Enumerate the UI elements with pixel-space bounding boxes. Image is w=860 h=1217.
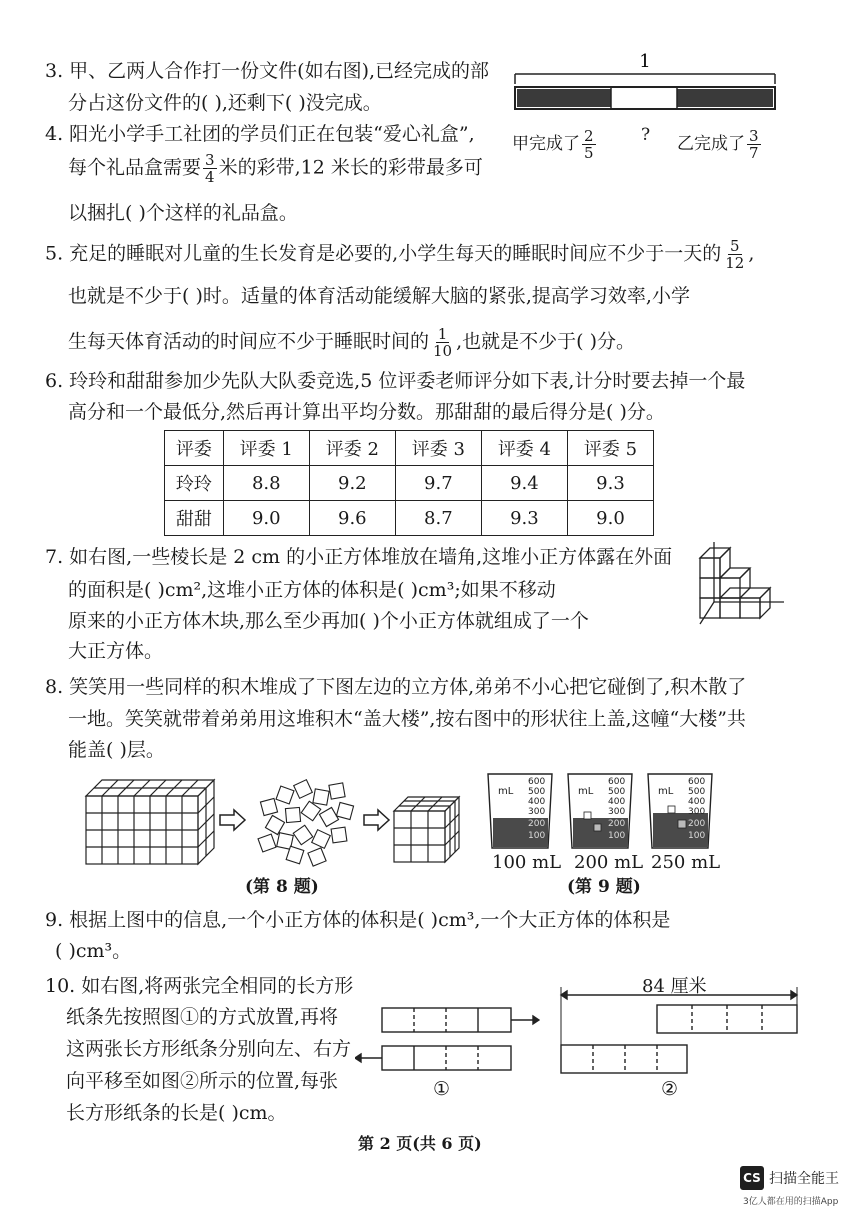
q3-label-b: 乙完成了 $\frac{3}{7}$ [677,127,759,162]
svg-text:100: 100 [688,831,706,841]
table-header-cell: 评委 3 [395,431,481,466]
table-header-cell: 评委 4 [481,431,567,466]
table-header-cell: 评委 1 [223,431,309,466]
q8-line3: 能盖( )层。 [68,739,165,761]
measuring-cup-1 [488,774,552,848]
q7-line2: 的面积是( )cm²,这堆小正方体的体积是( )cm³;如果不移动 [68,579,556,601]
q3-line1: 3. 甲、乙两人合作打一份文件(如右图),已经完成的部 [45,60,490,82]
measuring-cup-2 [568,774,632,848]
q8-scattered-blocks-figure [252,770,362,870]
table-header-cell: 评委 5 [567,431,653,466]
q8-small-cube-figure [392,795,472,865]
measuring-cup-3 [648,774,712,848]
svg-text:400: 400 [688,797,706,807]
table-cell: 8.8 [223,466,309,501]
table-cell: 9.7 [395,466,481,501]
svg-text:mL: mL [498,786,514,797]
q7-line3: 原来的小正方体木块,那么至少再加( )个小正方体就组成了一个 [68,610,589,632]
table-header-cell: 评委 [165,431,224,466]
svg-text:400: 400 [528,797,546,807]
q5-line2: 也就是不少于( )时。适量的体育活动能缓解大脑的紧张,提高学习效率,小学 [68,285,690,307]
q5-line3: 生每天体育活动的时间应不少于睡眠时间的 $\frac{1}{10}$ ,也就是不少于( )分。 [68,325,636,360]
q10-line4: 向平移至如图②所示的位置,每张 [66,1070,339,1092]
q9-line2: ( )cm³。 [55,940,132,962]
q10-dimension-label: 84 厘米 [642,976,707,997]
page-number: 第 2 页(共 6 页) [358,1134,482,1153]
table-cell: 9.0 [567,501,653,536]
q8-large-block-figure [84,778,224,868]
watermark-app-name: 扫描全能王 [769,1171,839,1187]
svg-text:200: 200 [608,819,626,829]
svg-text:500: 500 [688,787,706,797]
q8-line2: 一地。笑笑就带着弟弟用这堆积木“盖大楼”,按右图中的形状往上盖,这幢“大楼”共 [68,708,746,730]
q6-line2: 高分和一个最低分,然后再计算出平均分数。那甜甜的最后得分是( )分。 [68,401,665,423]
q3-bar-figure [505,52,795,182]
table-row [165,501,654,536]
svg-text:100: 100 [608,831,626,841]
q7-line1: 7. 如右图,一些棱长是 2 cm 的小正方体堆放在墙角,这堆小正方体露在外面 [45,546,673,568]
svg-text:200: 200 [688,819,706,829]
table-cell: 9.6 [309,501,395,536]
table-cell: 甜甜 [165,501,224,536]
q10-line5: 长方形纸条的长是( )cm。 [66,1102,287,1124]
q10-fig1-label: ① [433,1078,451,1100]
svg-text:500: 500 [608,787,626,797]
table-header-cell: 评委 2 [309,431,395,466]
arrow-right-icon [218,808,248,832]
table-cell: 9.4 [481,466,567,501]
svg-text:600: 600 [608,777,626,787]
table-cell: 8.7 [395,501,481,536]
q6-line1: 6. 玲玲和甜甜参加少先队大队委竞选,5 位评委老师评分如下表,计分时要去掉一个最 [45,370,746,392]
table-cell: 9.3 [567,466,653,501]
q5-line1: 5. 充足的睡眠对儿童的生长发育是必要的,小学生每天的睡眠时间应不少于一天的 $\frac{5}{12}$ , [45,237,755,272]
svg-text:300: 300 [608,807,626,817]
q10-line1: 10. 如右图,将两张完全相同的长方形 [45,975,354,997]
q7-line4: 大正方体。 [68,640,164,662]
q10-line3: 这两张长方形纸条分别向左、右方 [66,1038,352,1060]
q4-line1: 4. 阳光小学手工社团的学员们正在包装“爱心礼盒”, [45,123,475,145]
q10-fig2-label: ② [661,1078,679,1100]
table-cell: 9.0 [223,501,309,536]
svg-text:500: 500 [528,787,546,797]
svg-text:mL: mL [658,786,674,797]
svg-text:mL: mL [578,786,594,797]
q6-score-table [164,430,654,536]
q3-bar-part-b [677,89,773,107]
svg-text:300: 300 [688,807,706,817]
q8-caption: (第 8 题) [245,877,319,897]
q9-line1: 9. 根据上图中的信息,一个小正方体的体积是( )cm³,一个大正方体的体积是 [45,909,671,931]
q4-line3: 以捆扎( )个这样的礼品盒。 [68,202,298,224]
svg-text:600: 600 [688,777,706,787]
svg-text:400: 400 [608,797,626,807]
cup-2-label: 200 mL [574,852,644,873]
table-header-row [165,431,654,466]
table-cell: 9.3 [481,501,567,536]
cup-1-label: 100 mL [492,852,562,873]
q8-line1: 8. 笑笑用一些同样的积木堆成了下图左边的立方体,弟弟不小心把它碰倒了,积木散了 [45,676,747,698]
watermark-tagline: 3亿人都在用的扫描App [743,1197,839,1207]
table-cell: 玲玲 [165,466,224,501]
q9-caption: (第 9 题) [567,877,641,897]
q10-line2: 纸条先按照图①的方式放置,再将 [66,1006,339,1028]
svg-text:200: 200 [528,819,546,829]
q3-line2: 分占这份文件的( ),还剩下( )没完成。 [68,92,382,114]
svg-text:100: 100 [528,831,546,841]
arrow-right-icon [362,808,392,832]
table-cell: 9.2 [309,466,395,501]
camscanner-logo-icon: CS [740,1166,764,1190]
q3-whole-label: 1 [639,52,651,72]
table-row [165,466,654,501]
q4-line2: 每个礼品盒需要 $\frac{3}{4}$ 米的彩带,12 米长的彩带最多可 [68,151,483,186]
scanner-watermark [740,1166,839,1190]
q9-cups-figure [484,768,724,850]
svg-text:600: 600 [528,777,546,787]
q3-bar-part-a [517,89,611,107]
q3-label-unknown: ? [641,125,651,145]
q3-label-a: 甲完成了 $\frac{2}{5}$ [512,127,594,162]
cup-3-label: 250 mL [651,852,721,873]
q7-cube-stack-figure [692,540,792,630]
svg-text:300: 300 [528,807,546,817]
